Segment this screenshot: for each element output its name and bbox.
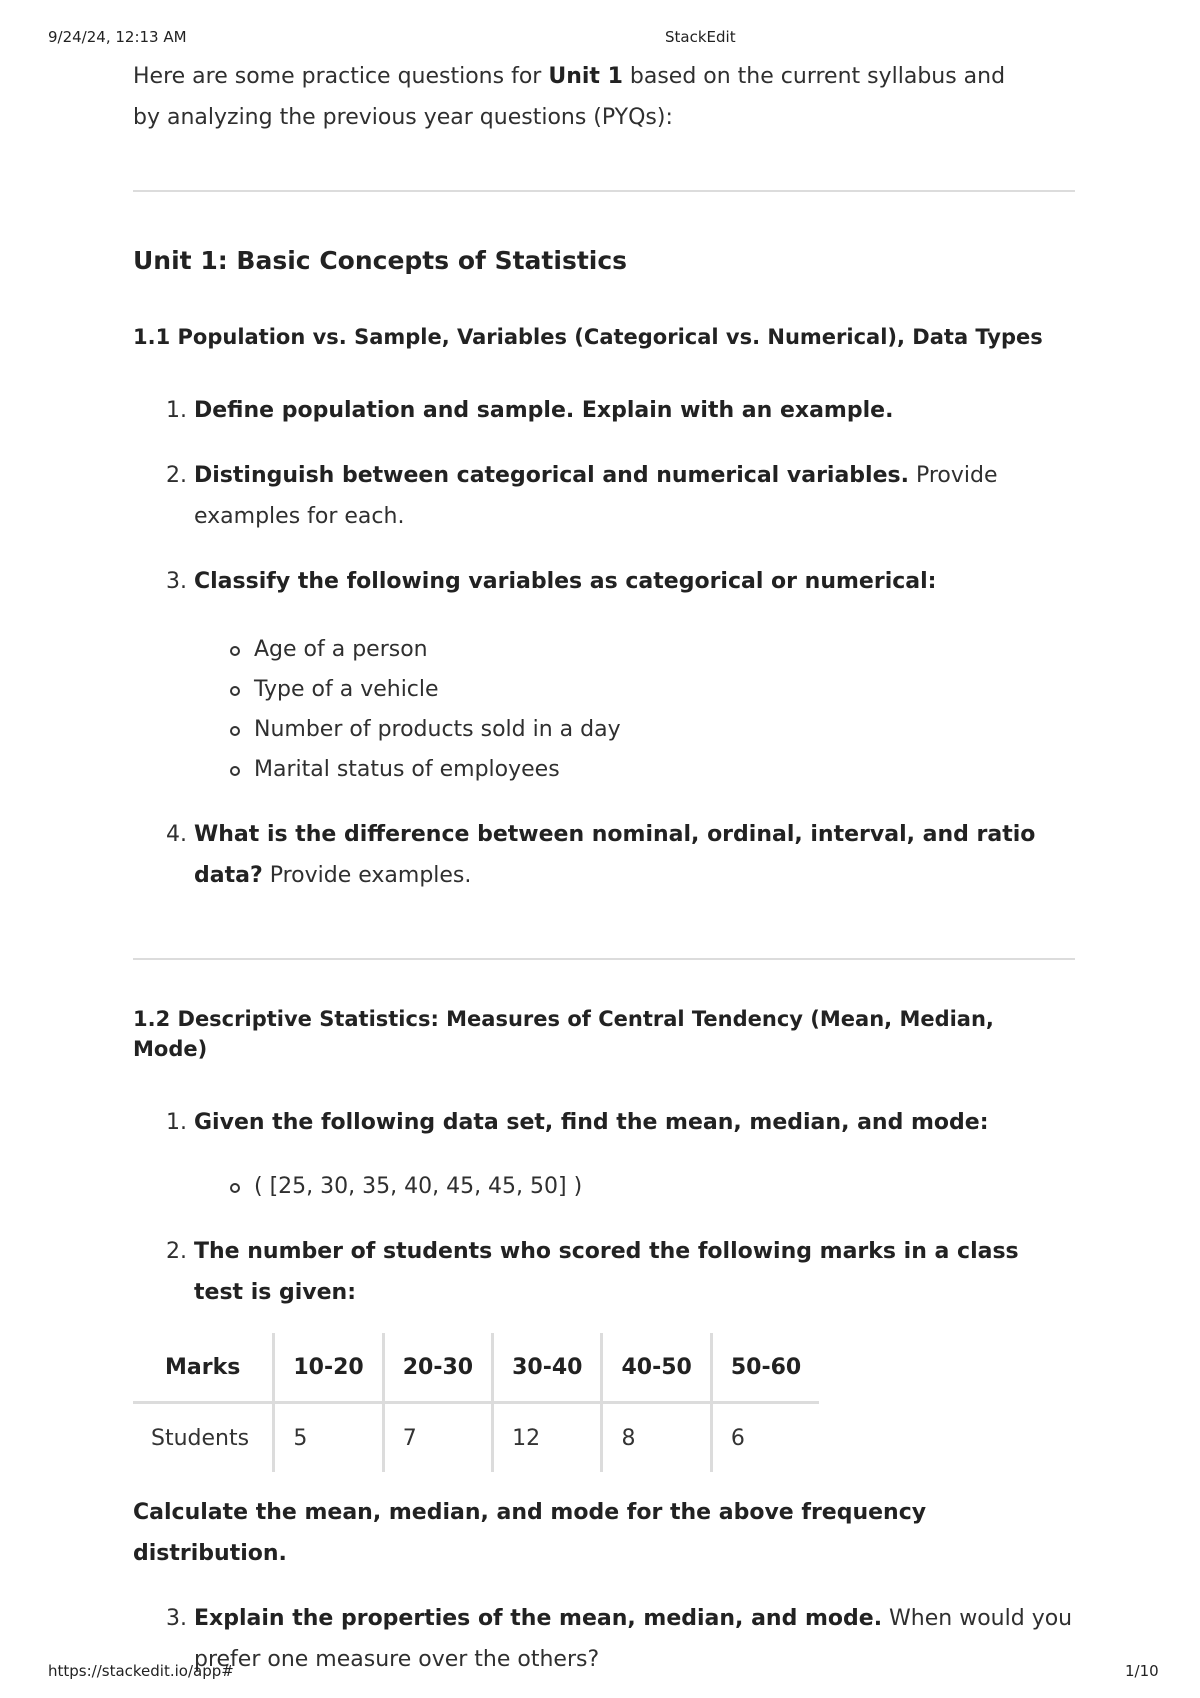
sub-list: [194, 1167, 1075, 1207]
table-cell: 5: [274, 1403, 383, 1473]
question-list: [133, 390, 1075, 896]
question-bold: Distinguish between categorical and numerical variables.: [194, 463, 909, 488]
list-item: [194, 814, 1075, 896]
list-item: ( [25, 30, 35, 40, 45, 45, 50] ): [254, 1167, 1075, 1207]
question-bold: Classify the following variables as categorical or numerical:: [194, 569, 937, 594]
divider: [133, 958, 1075, 960]
sub-list: [194, 630, 1075, 790]
calculation-instruction: [133, 1492, 1075, 1574]
table-header-cell: Marks: [133, 1333, 274, 1403]
list-item: [194, 390, 1075, 431]
question-bold: The number of students who scored the following marks in a class test is given:: [194, 1239, 1019, 1305]
print-datetime: 9/24/24, 12:13 AM: [48, 28, 187, 46]
list-item: [194, 561, 1075, 790]
page-number: 1/10: [1125, 1662, 1159, 1680]
table-cell: 6: [711, 1403, 819, 1473]
print-app-name: StackEdit: [665, 28, 736, 46]
question-text: When would you prefer one measure over the others?: [194, 1606, 1073, 1672]
intro-paragraph: [133, 56, 1013, 138]
section-title: 1.2 Descriptive Statistics: Measures of Central Tendency (Mean, Median, Mode): [133, 1007, 994, 1061]
list-item: [194, 1231, 1075, 1313]
list-item: Age of a person: [254, 630, 1075, 670]
question-text: Provide examples for each.: [194, 463, 998, 529]
intro-text-after: based on the current syllabus and by analyzing the previous year questions (PYQs):: [133, 64, 1006, 130]
list-item: Type of a vehicle: [254, 670, 1075, 710]
table-header-row: [133, 1333, 819, 1403]
question-list: [133, 1102, 1075, 1313]
divider: [133, 190, 1075, 192]
intro-bold: Unit 1: [548, 64, 623, 89]
list-item: [194, 1102, 1075, 1207]
table-header-cell: 30-40: [493, 1333, 602, 1403]
print-url: https://stackedit.io/app#: [48, 1662, 234, 1680]
question-bold: Explain the properties of the mean, median, and mode.: [194, 1606, 883, 1631]
calculation-text: Calculate the mean, median, and mode for the above frequency distribution.: [133, 1500, 927, 1566]
list-item: Number of products sold in a day: [254, 710, 1075, 750]
list-item: [194, 455, 1075, 537]
table-header-cell: 50-60: [711, 1333, 819, 1403]
question-bold: Define population and sample. Explain with an example.: [194, 398, 894, 423]
table-cell: Students: [151, 1425, 250, 1451]
unit-title: Unit 1: Basic Concepts of Statistics: [133, 246, 628, 275]
section-title: 1.1 Population vs. Sample, Variables (Categorical vs. Numerical), Data Types: [133, 325, 1043, 349]
frequency-table: [133, 1333, 819, 1472]
table-cell: 12: [493, 1403, 602, 1473]
table-header-cell: 10-20: [274, 1333, 383, 1403]
question-bold: Given the following data set, find the mean, median, and mode:: [194, 1110, 989, 1135]
table-cell: 7: [383, 1403, 492, 1473]
table-header-cell: 20-30: [383, 1333, 492, 1403]
list-item: Marital status of employees: [254, 750, 1075, 790]
list-item: [194, 1598, 1075, 1680]
document-content: [133, 56, 1075, 1680]
table-cell: 8: [602, 1403, 711, 1473]
question-list: [133, 1598, 1075, 1680]
question-bold: What is the difference between nominal, ordinal, interval, and ratio data?: [194, 822, 1036, 888]
question-text: Provide examples.: [262, 863, 472, 888]
table-header-cell: 40-50: [602, 1333, 711, 1403]
table-row: [133, 1403, 819, 1473]
intro-text-before: Here are some practice questions for: [133, 64, 549, 89]
